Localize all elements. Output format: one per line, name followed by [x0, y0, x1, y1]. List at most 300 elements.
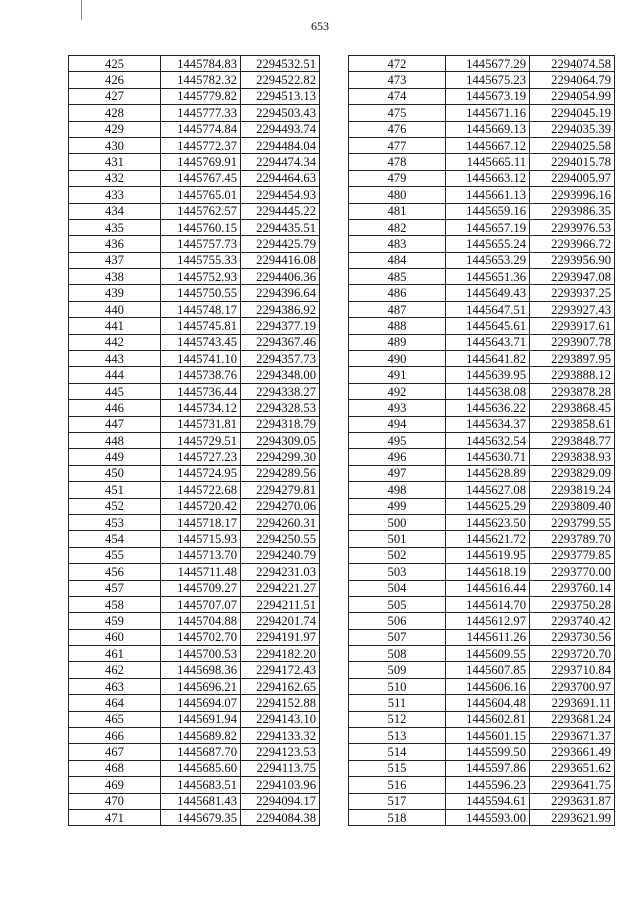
y-coordinate-cell: 2294015.78 — [530, 154, 615, 170]
point-number-cell: 476 — [349, 121, 446, 137]
table-row — [69, 400, 320, 416]
y-coordinate-cell: 2294201.74 — [241, 613, 320, 629]
x-coordinate-cell: 1445616.44 — [446, 580, 530, 596]
y-coordinate-cell: 2294445.22 — [241, 203, 320, 219]
x-coordinate-cell: 1445651.36 — [446, 269, 530, 285]
point-number-cell: 516 — [349, 777, 446, 793]
table-row — [349, 793, 615, 809]
table-row — [349, 187, 615, 203]
x-coordinate-cell: 1445713.70 — [161, 547, 241, 563]
x-coordinate-cell: 1445734.12 — [161, 400, 241, 416]
point-number-cell: 481 — [349, 203, 446, 219]
point-number-cell: 508 — [349, 646, 446, 662]
table-row — [69, 170, 320, 186]
table-row — [349, 629, 615, 645]
table-row — [349, 695, 615, 711]
coordinate-table-body — [69, 56, 320, 826]
table-row — [349, 416, 615, 432]
point-number-cell: 500 — [349, 514, 446, 530]
point-number-cell: 443 — [69, 351, 161, 367]
margin-mark — [81, 0, 82, 20]
table-row — [69, 121, 320, 137]
table-row — [349, 170, 615, 186]
y-coordinate-cell: 2293986.35 — [530, 203, 615, 219]
x-coordinate-cell: 1445647.51 — [446, 301, 530, 317]
y-coordinate-cell: 2293956.90 — [530, 252, 615, 268]
x-coordinate-cell: 1445661.13 — [446, 187, 530, 203]
table-row — [69, 72, 320, 88]
y-coordinate-cell: 2294289.56 — [241, 465, 320, 481]
point-number-cell: 510 — [349, 678, 446, 694]
table-row — [349, 351, 615, 367]
x-coordinate-cell: 1445612.97 — [446, 613, 530, 629]
y-coordinate-cell: 2294318.79 — [241, 416, 320, 432]
x-coordinate-cell: 1445757.73 — [161, 236, 241, 252]
point-number-cell: 477 — [349, 137, 446, 153]
point-number-cell: 511 — [349, 695, 446, 711]
x-coordinate-cell: 1445748.17 — [161, 301, 241, 317]
x-coordinate-cell: 1445632.54 — [446, 432, 530, 448]
y-coordinate-cell: 2294064.79 — [530, 72, 615, 88]
x-coordinate-cell: 1445671.16 — [446, 105, 530, 121]
y-coordinate-cell: 2294250.55 — [241, 531, 320, 547]
point-number-cell: 429 — [69, 121, 161, 137]
x-coordinate-cell: 1445715.93 — [161, 531, 241, 547]
x-coordinate-cell: 1445685.60 — [161, 760, 241, 776]
y-coordinate-cell: 2293750.28 — [530, 596, 615, 612]
table-row — [69, 88, 320, 104]
table-row — [69, 449, 320, 465]
table-row — [69, 56, 320, 72]
table-row — [69, 744, 320, 760]
point-number-cell: 480 — [349, 187, 446, 203]
y-coordinate-cell: 2293651.62 — [530, 760, 615, 776]
table-row — [349, 711, 615, 727]
table-row — [69, 203, 320, 219]
point-number-cell: 491 — [349, 367, 446, 383]
x-coordinate-cell: 1445630.71 — [446, 449, 530, 465]
table-row — [69, 301, 320, 317]
x-coordinate-cell: 1445738.76 — [161, 367, 241, 383]
y-coordinate-cell: 2293937.25 — [530, 285, 615, 301]
table-row — [349, 318, 615, 334]
table-row — [69, 219, 320, 235]
table-row — [69, 596, 320, 612]
point-number-cell: 445 — [69, 383, 161, 399]
point-number-cell: 492 — [349, 383, 446, 399]
y-coordinate-cell: 2294522.82 — [241, 72, 320, 88]
y-coordinate-cell: 2294103.96 — [241, 777, 320, 793]
y-coordinate-cell: 2294152.88 — [241, 695, 320, 711]
point-number-cell: 498 — [349, 482, 446, 498]
table-row — [69, 711, 320, 727]
point-number-cell: 467 — [69, 744, 161, 760]
point-number-cell: 493 — [349, 400, 446, 416]
point-number-cell: 442 — [69, 334, 161, 350]
y-coordinate-cell: 2294367.46 — [241, 334, 320, 350]
y-coordinate-cell: 2294123.53 — [241, 744, 320, 760]
y-coordinate-cell: 2293947.08 — [530, 269, 615, 285]
x-coordinate-cell: 1445597.86 — [446, 760, 530, 776]
y-coordinate-cell: 2293809.40 — [530, 498, 615, 514]
y-coordinate-cell: 2294328.53 — [241, 400, 320, 416]
point-number-cell: 426 — [69, 72, 161, 88]
x-coordinate-cell: 1445665.11 — [446, 154, 530, 170]
x-coordinate-cell: 1445606.16 — [446, 678, 530, 694]
table-row — [69, 318, 320, 334]
y-coordinate-cell: 2294133.32 — [241, 728, 320, 744]
point-number-cell: 514 — [349, 744, 446, 760]
x-coordinate-cell: 1445677.29 — [446, 56, 530, 72]
x-coordinate-cell: 1445602.81 — [446, 711, 530, 727]
x-coordinate-cell: 1445727.23 — [161, 449, 241, 465]
y-coordinate-cell: 2294211.51 — [241, 596, 320, 612]
table-row — [69, 432, 320, 448]
y-coordinate-cell: 2293710.84 — [530, 662, 615, 678]
x-coordinate-cell: 1445729.51 — [161, 432, 241, 448]
x-coordinate-cell: 1445774.84 — [161, 121, 241, 137]
x-coordinate-cell: 1445683.51 — [161, 777, 241, 793]
y-coordinate-cell: 2294503.43 — [241, 105, 320, 121]
table-row — [69, 236, 320, 252]
x-coordinate-cell: 1445625.29 — [446, 498, 530, 514]
x-coordinate-cell: 1445621.72 — [446, 531, 530, 547]
table-row — [349, 728, 615, 744]
y-coordinate-cell: 2294191.97 — [241, 629, 320, 645]
x-coordinate-cell: 1445623.50 — [446, 514, 530, 530]
x-coordinate-cell: 1445619.95 — [446, 547, 530, 563]
point-number-cell: 439 — [69, 285, 161, 301]
table-row — [349, 514, 615, 530]
table-row — [69, 695, 320, 711]
x-coordinate-cell: 1445667.12 — [446, 137, 530, 153]
point-number-cell: 460 — [69, 629, 161, 645]
y-coordinate-cell: 2293770.00 — [530, 564, 615, 580]
y-coordinate-cell: 2293848.77 — [530, 432, 615, 448]
table-row — [349, 56, 615, 72]
x-coordinate-cell: 1445645.61 — [446, 318, 530, 334]
table-row — [69, 777, 320, 793]
table-row — [349, 400, 615, 416]
point-number-cell: 464 — [69, 695, 161, 711]
table-row — [349, 547, 615, 563]
table-row — [349, 219, 615, 235]
point-number-cell: 478 — [349, 154, 446, 170]
point-number-cell: 461 — [69, 646, 161, 662]
y-coordinate-cell: 2294493.74 — [241, 121, 320, 137]
point-number-cell: 485 — [349, 269, 446, 285]
x-coordinate-cell: 1445679.35 — [161, 809, 241, 825]
table-row — [69, 252, 320, 268]
point-number-cell: 507 — [349, 629, 446, 645]
y-coordinate-cell: 2293700.97 — [530, 678, 615, 694]
point-number-cell: 479 — [349, 170, 446, 186]
point-number-cell: 499 — [349, 498, 446, 514]
x-coordinate-cell: 1445767.45 — [161, 170, 241, 186]
table-row — [69, 547, 320, 563]
y-coordinate-cell: 2293621.99 — [530, 809, 615, 825]
y-coordinate-cell: 2294270.06 — [241, 498, 320, 514]
y-coordinate-cell: 2294143.10 — [241, 711, 320, 727]
table-row — [349, 252, 615, 268]
y-coordinate-cell: 2294416.08 — [241, 252, 320, 268]
point-number-cell: 437 — [69, 252, 161, 268]
y-coordinate-cell: 2293838.93 — [530, 449, 615, 465]
x-coordinate-cell: 1445694.07 — [161, 695, 241, 711]
table-row — [349, 203, 615, 219]
point-number-cell: 452 — [69, 498, 161, 514]
x-coordinate-cell: 1445707.07 — [161, 596, 241, 612]
table-row — [69, 531, 320, 547]
point-number-cell: 435 — [69, 219, 161, 235]
coordinate-table-right — [348, 55, 615, 826]
table-row — [69, 613, 320, 629]
point-number-cell: 512 — [349, 711, 446, 727]
x-coordinate-cell: 1445700.53 — [161, 646, 241, 662]
table-row — [349, 383, 615, 399]
table-row — [349, 744, 615, 760]
x-coordinate-cell: 1445628.89 — [446, 465, 530, 481]
table-row — [349, 367, 615, 383]
y-coordinate-cell: 2293897.95 — [530, 351, 615, 367]
y-coordinate-cell: 2294054.99 — [530, 88, 615, 104]
table-row — [349, 760, 615, 776]
x-coordinate-cell: 1445653.29 — [446, 252, 530, 268]
y-coordinate-cell: 2294513.13 — [241, 88, 320, 104]
y-coordinate-cell: 2294357.73 — [241, 351, 320, 367]
point-number-cell: 502 — [349, 547, 446, 563]
table-row — [349, 596, 615, 612]
x-coordinate-cell: 1445681.43 — [161, 793, 241, 809]
y-coordinate-cell: 2293819.24 — [530, 482, 615, 498]
y-coordinate-cell: 2293691.11 — [530, 695, 615, 711]
table-row — [349, 154, 615, 170]
y-coordinate-cell: 2294240.79 — [241, 547, 320, 563]
point-number-cell: 453 — [69, 514, 161, 530]
table-row — [349, 105, 615, 121]
x-coordinate-cell: 1445675.23 — [446, 72, 530, 88]
table-row — [69, 187, 320, 203]
x-coordinate-cell: 1445691.94 — [161, 711, 241, 727]
table-row — [349, 564, 615, 580]
y-coordinate-cell: 2294386.92 — [241, 301, 320, 317]
point-number-cell: 463 — [69, 678, 161, 694]
table-row — [349, 678, 615, 694]
point-number-cell: 430 — [69, 137, 161, 153]
table-row — [349, 482, 615, 498]
point-number-cell: 505 — [349, 596, 446, 612]
point-number-cell: 440 — [69, 301, 161, 317]
point-number-cell: 490 — [349, 351, 446, 367]
y-coordinate-cell: 2294377.19 — [241, 318, 320, 334]
y-coordinate-cell: 2293740.42 — [530, 613, 615, 629]
table-row — [349, 121, 615, 137]
table-row — [69, 465, 320, 481]
y-coordinate-cell: 2293829.09 — [530, 465, 615, 481]
y-coordinate-cell: 2294231.03 — [241, 564, 320, 580]
y-coordinate-cell: 2293671.37 — [530, 728, 615, 744]
y-coordinate-cell: 2294309.05 — [241, 432, 320, 448]
table-row — [69, 760, 320, 776]
point-number-cell: 488 — [349, 318, 446, 334]
point-number-cell: 517 — [349, 793, 446, 809]
point-number-cell: 441 — [69, 318, 161, 334]
y-coordinate-cell: 2293720.70 — [530, 646, 615, 662]
point-number-cell: 458 — [69, 596, 161, 612]
table-row — [69, 482, 320, 498]
x-coordinate-cell: 1445604.48 — [446, 695, 530, 711]
point-number-cell: 487 — [349, 301, 446, 317]
y-coordinate-cell: 2294474.34 — [241, 154, 320, 170]
x-coordinate-cell: 1445743.45 — [161, 334, 241, 350]
x-coordinate-cell: 1445618.19 — [446, 564, 530, 580]
x-coordinate-cell: 1445777.33 — [161, 105, 241, 121]
x-coordinate-cell: 1445659.16 — [446, 203, 530, 219]
x-coordinate-cell: 1445784.83 — [161, 56, 241, 72]
point-number-cell: 456 — [69, 564, 161, 580]
table-row — [69, 269, 320, 285]
y-coordinate-cell: 2294435.51 — [241, 219, 320, 235]
point-number-cell: 455 — [69, 547, 161, 563]
x-coordinate-cell: 1445601.15 — [446, 728, 530, 744]
point-number-cell: 465 — [69, 711, 161, 727]
point-number-cell: 509 — [349, 662, 446, 678]
x-coordinate-cell: 1445673.19 — [446, 88, 530, 104]
x-coordinate-cell: 1445760.15 — [161, 219, 241, 235]
y-coordinate-cell: 2293878.28 — [530, 383, 615, 399]
y-coordinate-cell: 2294484.04 — [241, 137, 320, 153]
y-coordinate-cell: 2294025.58 — [530, 137, 615, 153]
point-number-cell: 483 — [349, 236, 446, 252]
y-coordinate-cell: 2293681.24 — [530, 711, 615, 727]
y-coordinate-cell: 2294045.19 — [530, 105, 615, 121]
point-number-cell: 459 — [69, 613, 161, 629]
x-coordinate-cell: 1445627.08 — [446, 482, 530, 498]
table-row — [349, 809, 615, 825]
point-number-cell: 486 — [349, 285, 446, 301]
y-coordinate-cell: 2294182.20 — [241, 646, 320, 662]
y-coordinate-cell: 2293907.78 — [530, 334, 615, 350]
table-row — [69, 334, 320, 350]
table-row — [69, 383, 320, 399]
x-coordinate-cell: 1445722.68 — [161, 482, 241, 498]
y-coordinate-cell: 2293868.45 — [530, 400, 615, 416]
point-number-cell: 462 — [69, 662, 161, 678]
point-number-cell: 496 — [349, 449, 446, 465]
x-coordinate-cell: 1445750.55 — [161, 285, 241, 301]
y-coordinate-cell: 2294299.30 — [241, 449, 320, 465]
table-row — [349, 88, 615, 104]
y-coordinate-cell: 2293779.85 — [530, 547, 615, 563]
x-coordinate-cell: 1445782.32 — [161, 72, 241, 88]
table-row — [349, 236, 615, 252]
point-number-cell: 468 — [69, 760, 161, 776]
x-coordinate-cell: 1445593.00 — [446, 809, 530, 825]
x-coordinate-cell: 1445639.95 — [446, 367, 530, 383]
y-coordinate-cell: 2294005.97 — [530, 170, 615, 186]
point-number-cell: 432 — [69, 170, 161, 186]
point-number-cell: 513 — [349, 728, 446, 744]
x-coordinate-cell: 1445741.10 — [161, 351, 241, 367]
point-number-cell: 473 — [349, 72, 446, 88]
point-number-cell: 433 — [69, 187, 161, 203]
x-coordinate-cell: 1445596.23 — [446, 777, 530, 793]
x-coordinate-cell: 1445689.82 — [161, 728, 241, 744]
table-row — [349, 137, 615, 153]
x-coordinate-cell: 1445609.55 — [446, 646, 530, 662]
x-coordinate-cell: 1445594.61 — [446, 793, 530, 809]
table-row — [349, 72, 615, 88]
table-row — [69, 629, 320, 645]
point-number-cell: 482 — [349, 219, 446, 235]
point-number-cell: 449 — [69, 449, 161, 465]
point-number-cell: 504 — [349, 580, 446, 596]
x-coordinate-cell: 1445687.70 — [161, 744, 241, 760]
table-row — [69, 809, 320, 825]
table-row — [349, 301, 615, 317]
point-number-cell: 425 — [69, 56, 161, 72]
y-coordinate-cell: 2293661.49 — [530, 744, 615, 760]
table-row — [69, 105, 320, 121]
x-coordinate-cell: 1445611.26 — [446, 629, 530, 645]
table-row — [349, 580, 615, 596]
table-row — [349, 662, 615, 678]
table-row — [349, 646, 615, 662]
table-row — [69, 154, 320, 170]
y-coordinate-cell: 2293927.43 — [530, 301, 615, 317]
y-coordinate-cell: 2294162.65 — [241, 678, 320, 694]
x-coordinate-cell: 1445718.17 — [161, 514, 241, 530]
y-coordinate-cell: 2293641.75 — [530, 777, 615, 793]
table-row — [69, 678, 320, 694]
x-coordinate-cell: 1445634.37 — [446, 416, 530, 432]
point-number-cell: 438 — [69, 269, 161, 285]
x-coordinate-cell: 1445698.36 — [161, 662, 241, 678]
y-coordinate-cell: 2294094.17 — [241, 793, 320, 809]
table-row — [349, 777, 615, 793]
x-coordinate-cell: 1445752.93 — [161, 269, 241, 285]
table-row — [69, 416, 320, 432]
x-coordinate-cell: 1445614.70 — [446, 596, 530, 612]
x-coordinate-cell: 1445704.88 — [161, 613, 241, 629]
x-coordinate-cell: 1445720.42 — [161, 498, 241, 514]
y-coordinate-cell: 2294532.51 — [241, 56, 320, 72]
point-number-cell: 489 — [349, 334, 446, 350]
point-number-cell: 451 — [69, 482, 161, 498]
point-number-cell: 434 — [69, 203, 161, 219]
x-coordinate-cell: 1445696.21 — [161, 678, 241, 694]
point-number-cell: 501 — [349, 531, 446, 547]
x-coordinate-cell: 1445736.44 — [161, 383, 241, 399]
y-coordinate-cell: 2293917.61 — [530, 318, 615, 334]
y-coordinate-cell: 2294396.64 — [241, 285, 320, 301]
table-row — [69, 285, 320, 301]
coordinate-table-body — [349, 56, 615, 826]
point-number-cell: 471 — [69, 809, 161, 825]
table-row — [349, 334, 615, 350]
x-coordinate-cell: 1445779.82 — [161, 88, 241, 104]
point-number-cell: 497 — [349, 465, 446, 481]
point-number-cell: 518 — [349, 809, 446, 825]
y-coordinate-cell: 2294348.00 — [241, 367, 320, 383]
x-coordinate-cell: 1445765.01 — [161, 187, 241, 203]
y-coordinate-cell: 2294279.81 — [241, 482, 320, 498]
y-coordinate-cell: 2294425.79 — [241, 236, 320, 252]
point-number-cell: 470 — [69, 793, 161, 809]
table-row — [69, 514, 320, 530]
y-coordinate-cell: 2293858.61 — [530, 416, 615, 432]
point-number-cell: 472 — [349, 56, 446, 72]
